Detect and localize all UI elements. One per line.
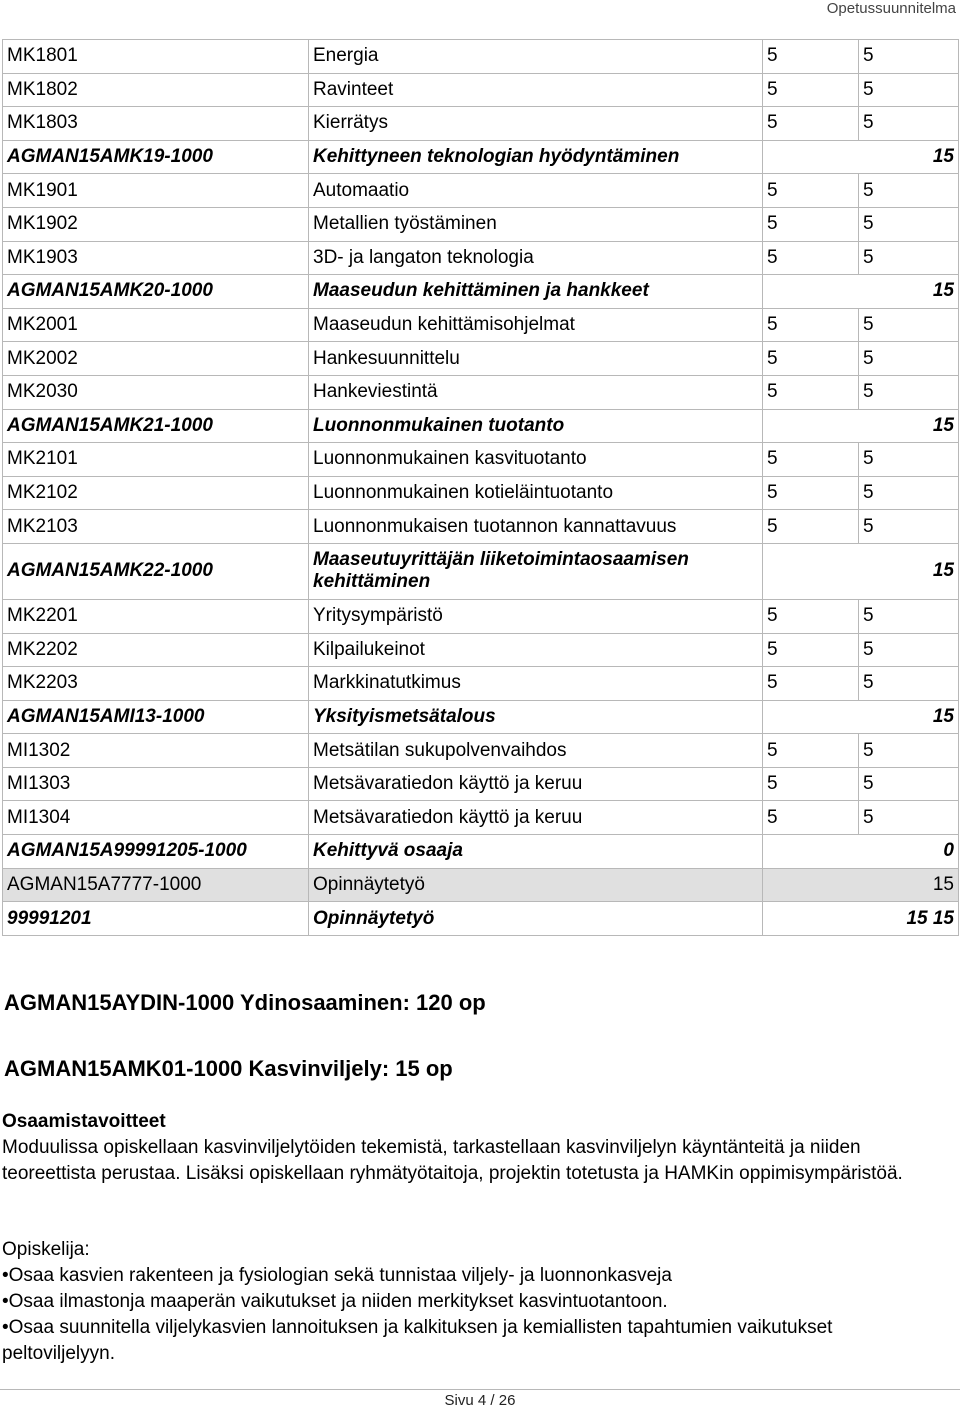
credits-cell: 5 [763,767,859,801]
course-name-cell: Ravinteet [309,73,763,107]
credits-cell: 5 [763,174,859,208]
module-row [3,409,959,443]
student-heading: Opiskelija: [2,1239,90,1260]
credits-cell: 5 [763,801,859,835]
course-name-cell: Maaseudun kehittäminen ja hankkeet [309,275,763,309]
credits-cell: 5 [763,375,859,409]
course-name-cell: Energia [309,40,763,74]
course-row [3,443,959,477]
course-name-cell: Markkinatutkimus [309,667,763,701]
section-title-crop-cultivation: AGMAN15AMK01-1000 Kasvinviljely: 15 op [4,1056,453,1081]
course-name-cell: Opinnäytetyö [309,902,763,936]
credits-cell: 5 [763,476,859,510]
course-code-cell: AGMAN15AMK21-1000 [3,409,309,443]
credits-cell: 5 [859,801,959,835]
course-row [3,107,959,141]
credits-cell: 5 [763,40,859,74]
credits-cell: 15 [763,868,959,902]
page-number: Sivu 4 / 26 [444,1392,516,1409]
credits-cell: 5 [859,599,959,633]
module-row [3,700,959,734]
course-row [3,599,959,633]
student-bullet: •Osaa ilmastonja maaperän vaikutukset ja niiden merkitykset kasvintuotantoon. [2,1291,668,1312]
credits-cell: 15 [763,140,959,174]
course-code-cell: 99991201 [3,902,309,936]
course-name-cell: Opinnäytetyö [309,868,763,902]
student-bullet: •Osaa kasvien rakenteen ja fysiologian sekä tunnistaa viljely- ja luonnonkasveja [2,1265,672,1286]
course-code-cell: AGMAN15AMI13-1000 [3,700,309,734]
course-code-cell: MK1901 [3,174,309,208]
credits-cell: 5 [859,40,959,74]
course-code-cell: MK2202 [3,633,309,667]
course-row [3,767,959,801]
credits-cell: 5 [859,107,959,141]
credits-cell: 15 [763,700,959,734]
section-title-core-competence: AGMAN15AYDIN-1000 Ydinosaaminen: 120 op [4,990,486,1015]
course-row [3,308,959,342]
course-code-cell: AGMAN15A99991205-1000 [3,835,309,869]
course-name-cell: Luonnonmukainen kasvituotanto [309,443,763,477]
course-row [3,375,959,409]
course-name-cell: Luonnonmukainen kotieläintuotanto [309,476,763,510]
credits-cell: 5 [859,667,959,701]
course-code-cell: MK1902 [3,207,309,241]
course-code-cell: MK2030 [3,375,309,409]
credits-cell: 5 [763,443,859,477]
module-row [3,835,959,869]
course-code-cell: MK1903 [3,241,309,275]
credits-cell: 5 [763,734,859,768]
course-name-cell: Hankesuunnittelu [309,342,763,376]
credits-cell: 15 [763,543,959,599]
footer-divider [0,1389,960,1390]
credits-cell: 5 [763,107,859,141]
credits-cell: 5 [859,174,959,208]
course-name-cell: Automaatio [309,174,763,208]
course-name-cell: Yksityismetsätalous [309,700,763,734]
credits-cell: 5 [859,633,959,667]
course-code-cell: MI1304 [3,801,309,835]
course-row [3,73,959,107]
course-row [3,342,959,376]
credits-cell: 5 [763,241,859,275]
credits-cell: 5 [763,73,859,107]
course-code-cell: AGMAN15AMK22-1000 [3,543,309,599]
credits-cell: 5 [763,308,859,342]
course-name-cell: Luonnonmukainen tuotanto [309,409,763,443]
course-code-cell: AGMAN15A7777-1000 [3,868,309,902]
credits-cell: 5 [859,510,959,544]
course-name-cell: Kehittyvä osaaja [309,835,763,869]
student-bullet: •Osaa suunnitella viljelykasvien lannoituksen ja kalkituksen ja kemiallisten tapahtumien vaikutukset peltoviljelyyn. [2,1317,833,1364]
credits-cell: 0 [763,835,959,869]
module-row [3,275,959,309]
course-row [3,207,959,241]
course-code-cell: MK2201 [3,599,309,633]
credits-cell: 5 [859,476,959,510]
course-row [3,734,959,768]
credits-cell: 5 [859,342,959,376]
course-row [3,868,959,902]
learning-outcomes-heading: Osaamistavoitteet [2,1111,166,1132]
course-code-cell: MK2001 [3,308,309,342]
course-row [3,476,959,510]
credits-cell: 5 [859,443,959,477]
document-header-title: Opetussuunnitelma [826,0,956,17]
credits-cell: 5 [859,73,959,107]
course-name-cell: Kilpailukeinot [309,633,763,667]
course-code-cell: MK2101 [3,443,309,477]
course-code-cell: MI1303 [3,767,309,801]
course-table-body [3,40,959,936]
module-row [3,140,959,174]
credits-cell: 15 15 [763,902,959,936]
course-row [3,174,959,208]
credits-cell: 5 [763,599,859,633]
student-bullet-list [2,1263,932,1367]
credits-cell: 5 [859,241,959,275]
student-block [2,1237,932,1367]
course-row [3,633,959,667]
credits-cell: 15 [763,275,959,309]
course-name-cell: Metallien työstäminen [309,207,763,241]
credits-cell: 5 [859,767,959,801]
learning-outcomes-block [2,1109,932,1187]
course-code-cell: MK2002 [3,342,309,376]
course-name-cell: Metsävaratiedon käyttö ja keruu [309,801,763,835]
credits-cell: 5 [859,375,959,409]
credits-cell: 5 [763,342,859,376]
credits-cell: 15 [763,409,959,443]
course-row [3,40,959,74]
course-name-cell: Kehittyneen teknologian hyödyntäminen [309,140,763,174]
course-table [2,39,959,936]
course-code-cell: MK1803 [3,107,309,141]
course-code-cell: AGMAN15AMK19-1000 [3,140,309,174]
module-row [3,543,959,599]
credits-cell: 5 [763,207,859,241]
course-code-cell: AGMAN15AMK20-1000 [3,275,309,309]
credits-cell: 5 [763,667,859,701]
credits-cell: 5 [763,633,859,667]
course-row [3,801,959,835]
course-code-cell: MK2103 [3,510,309,544]
course-name-cell: Yritysympäristö [309,599,763,633]
credits-cell: 5 [859,207,959,241]
course-row [3,510,959,544]
course-name-cell: Maaseudun kehittämisohjelmat [309,308,763,342]
course-code-cell: MK1802 [3,73,309,107]
course-code-cell: MK1801 [3,40,309,74]
course-name-cell: Metsävaratiedon käyttö ja keruu [309,767,763,801]
course-row [3,667,959,701]
course-code-cell: MK2203 [3,667,309,701]
course-name-cell: Luonnonmukaisen tuotannon kannattavuus [309,510,763,544]
course-name-cell: Metsätilan sukupolvenvaihdos [309,734,763,768]
course-name-cell: Kierrätys [309,107,763,141]
credits-cell: 5 [859,734,959,768]
course-name-cell: Maaseutuyrittäjän liiketoimintaosaamisen kehittäminen [309,543,763,599]
credits-cell: 5 [859,308,959,342]
course-row [3,241,959,275]
credits-cell: 5 [763,510,859,544]
course-name-cell: 3D- ja langaton teknologia [309,241,763,275]
module-row [3,902,959,936]
course-code-cell: MK2102 [3,476,309,510]
course-code-cell: MI1302 [3,734,309,768]
learning-outcomes-paragraph: Moduulissa opiskellaan kasvinviljelytöiden tekemistä, tarkastellaan kasvinviljelyn käyntänteitä ja niiden teoreettista perustaa. Lisäksi opiskellaan ryhmätyötaitoja, projektin totetusta ja HAMKin oppimisympäristöä. [2,1137,903,1184]
course-name-cell: Hankeviestintä [309,375,763,409]
